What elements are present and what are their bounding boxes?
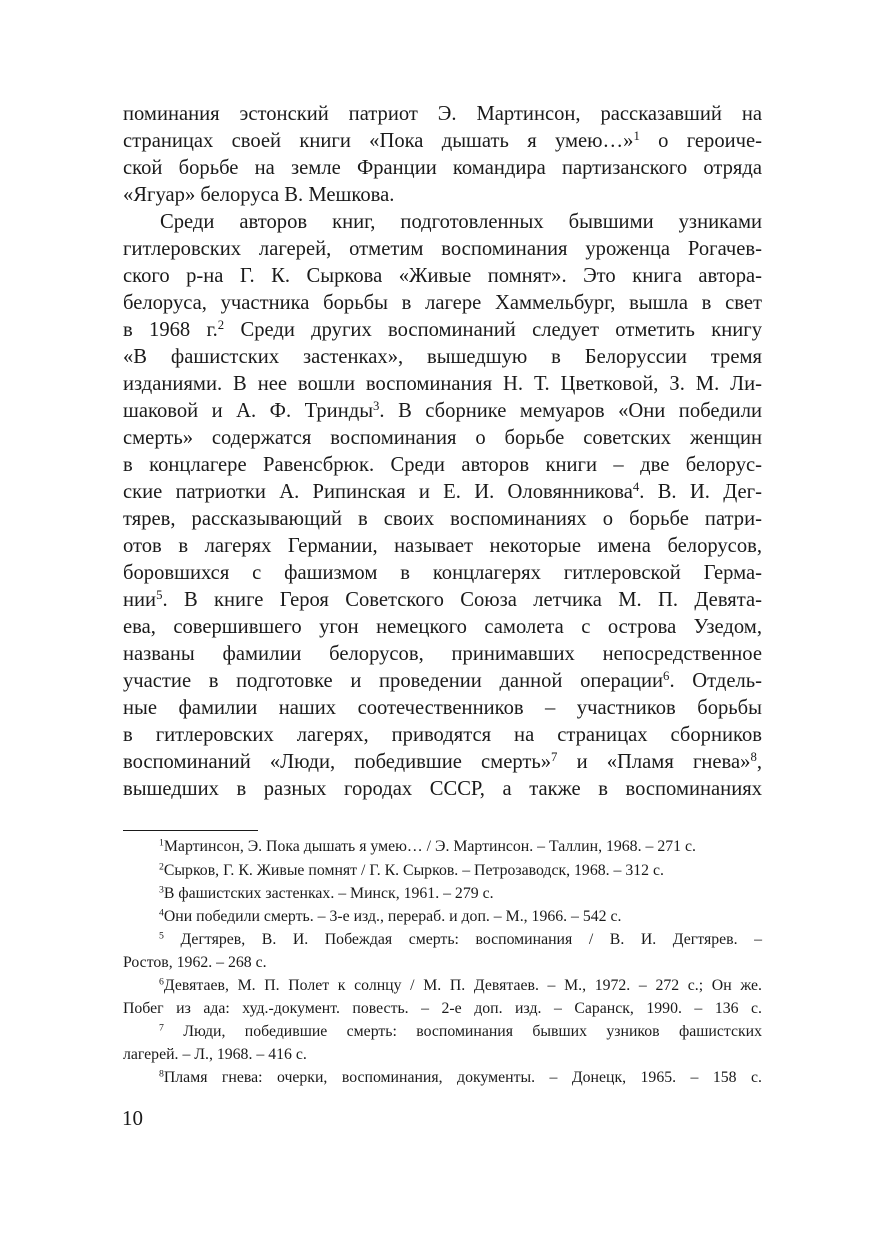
body-line: изданиями. В нее вошли воспоминания Н. Т. Цветковой, З. М. Ли-: [123, 373, 762, 395]
footnote-number: 4: [159, 907, 164, 919]
footnote-8: $^8$Пламя гнева: очерки, воспоминания, документы. – Донецк, 1965. – 158 с.: [159, 1068, 762, 1086]
body-line: вышедших в разных городах СССР, а также в воспоминаниях: [123, 778, 762, 800]
body-line: ные фамилии наших соотечественников – участников борьбы: [123, 697, 762, 719]
body-line: «В фашистских застенках», вышедшую в Белоруссии тремя: [123, 346, 762, 368]
footnote-ref: 8: [750, 749, 757, 764]
body-line: отов в лагерях Германии, называет некоторые имена белорусов,: [123, 535, 762, 557]
footnote-2: $^2$Сырков, Г. К. Живые помнят / Г. К. Сырков. – Петрозаводск, 1968. – 312 с.: [159, 861, 664, 879]
footnote-ref: 1: [633, 128, 640, 143]
body-line: ского р-на Г. К. Сыркова «Живые помнят». Это книга автора-: [123, 265, 762, 287]
footnote-number: 5: [159, 930, 164, 942]
body-line: шаковой и А. Ф. Тринды$^3$. В сборнике мемуаров «Они победили: [123, 398, 762, 422]
body-line: гитлеровских лагерей, отметим воспоминания уроженца Рогачев-: [123, 238, 762, 260]
body-line: в гитлеровских лагерях, приводятся на страницах сборников: [123, 724, 762, 746]
footnote-5: $^5$ Дегтярев, В. И. Побеждая смерть: воспоминания / В. И. Дегтярев. –: [159, 930, 762, 948]
body-line: поминания эстонский патриот Э. Мартинсон, рассказавший на: [123, 103, 762, 125]
footnote-ref: 3: [373, 398, 380, 413]
footnote-3: $^3$В фашистских застенках. – Минск, 1961. – 279 с.: [159, 884, 494, 902]
footnote-7-cont: лагерей. – Л., 1968. – 416 с.: [123, 1046, 307, 1063]
footnote-ref: 5: [156, 587, 163, 602]
body-line: тярев, рассказывающий в своих воспоминаниях о борьбе патри-: [123, 508, 762, 530]
footnote-ref: 2: [217, 317, 225, 332]
body-line: «Ягуар» белоруса В. Мешкова.: [123, 184, 395, 206]
body-line: в 1968 г.$^2$ Среди других воспоминаний следует отметить книгу: [123, 317, 762, 341]
footnote-number: 1: [159, 837, 164, 849]
body-line: нии$^5$. В книге Героя Советского Союза летчика М. П. Девята-: [123, 587, 762, 611]
body-line: в концлагере Равенсбрюк. Среди авторов книги – две белорус-: [123, 454, 762, 476]
body-line: смерть» содержатся воспоминания о борьбе советских женщин: [123, 427, 762, 449]
footnote-1: $^1$Мартинсон, Э. Пока дышать я умею… / Э. Мартинсон. – Таллин, 1968. – 271 с.: [159, 837, 696, 855]
body-line: воспоминаний «Люди, победившие смерть»$^7$ и «Пламя гнева»$^8$,: [123, 749, 762, 773]
footnote-number: 2: [159, 861, 164, 873]
body-line: ской борьбе на земле Франции командира партизанского отряда: [123, 157, 762, 179]
page-number: 10: [122, 1106, 143, 1130]
footnote-ref: 6: [663, 668, 670, 683]
footnote-ref: 4: [632, 479, 640, 494]
footnote-7: $^7$ Люди, победившие смерть: воспоминания бывших узников фашистских: [159, 1022, 762, 1040]
footnote-number: 6: [159, 976, 164, 988]
footnote-5-cont: Ростов, 1962. – 268 с.: [123, 954, 267, 971]
footnote-number: 7: [159, 1022, 164, 1034]
footnote-number: 3: [159, 884, 164, 896]
body-line: Среди авторов книг, подготовленных бывшими узниками: [160, 211, 762, 233]
body-line: страницах своей книги «Пока дышать я умею…»$^1$ о героиче-: [123, 128, 762, 152]
footnote-6: $^6$Девятаев, М. П. Полет к солнцу / М. П. Девятаев. – М., 1972. – 272 с.; Он же.: [159, 976, 762, 994]
footnote-separator: [123, 830, 258, 831]
footnote-number: 8: [159, 1068, 164, 1080]
body-line: ские патриотки А. Рипинская и Е. И. Оловянникова$^4$. В. И. Дег-: [123, 479, 762, 503]
body-line: белоруса, участника борьбы в лагере Хаммельбург, вышла в свет: [123, 292, 762, 314]
body-line: названы фамилии белорусов, принимавших непосредственное: [123, 643, 762, 665]
body-line: ева, совершившего угон немецкого самолета с острова Узедом,: [123, 616, 762, 638]
footnote-6-cont: Побег из ада: худ.-документ. повесть. – 2-е доп. изд. – Саранск, 1990. – 136 с.: [123, 1000, 762, 1017]
footnote-4: $^4$Они победили смерть. – 3-е изд., перераб. и доп. – М., 1966. – 542 с.: [159, 907, 622, 925]
body-line: участие в подготовке и проведении данной операции$^6$. Отдель-: [123, 668, 762, 692]
footnote-ref: 7: [551, 749, 558, 764]
body-line: боровшихся с фашизмом в концлагерях гитлеровской Герма-: [123, 562, 762, 584]
